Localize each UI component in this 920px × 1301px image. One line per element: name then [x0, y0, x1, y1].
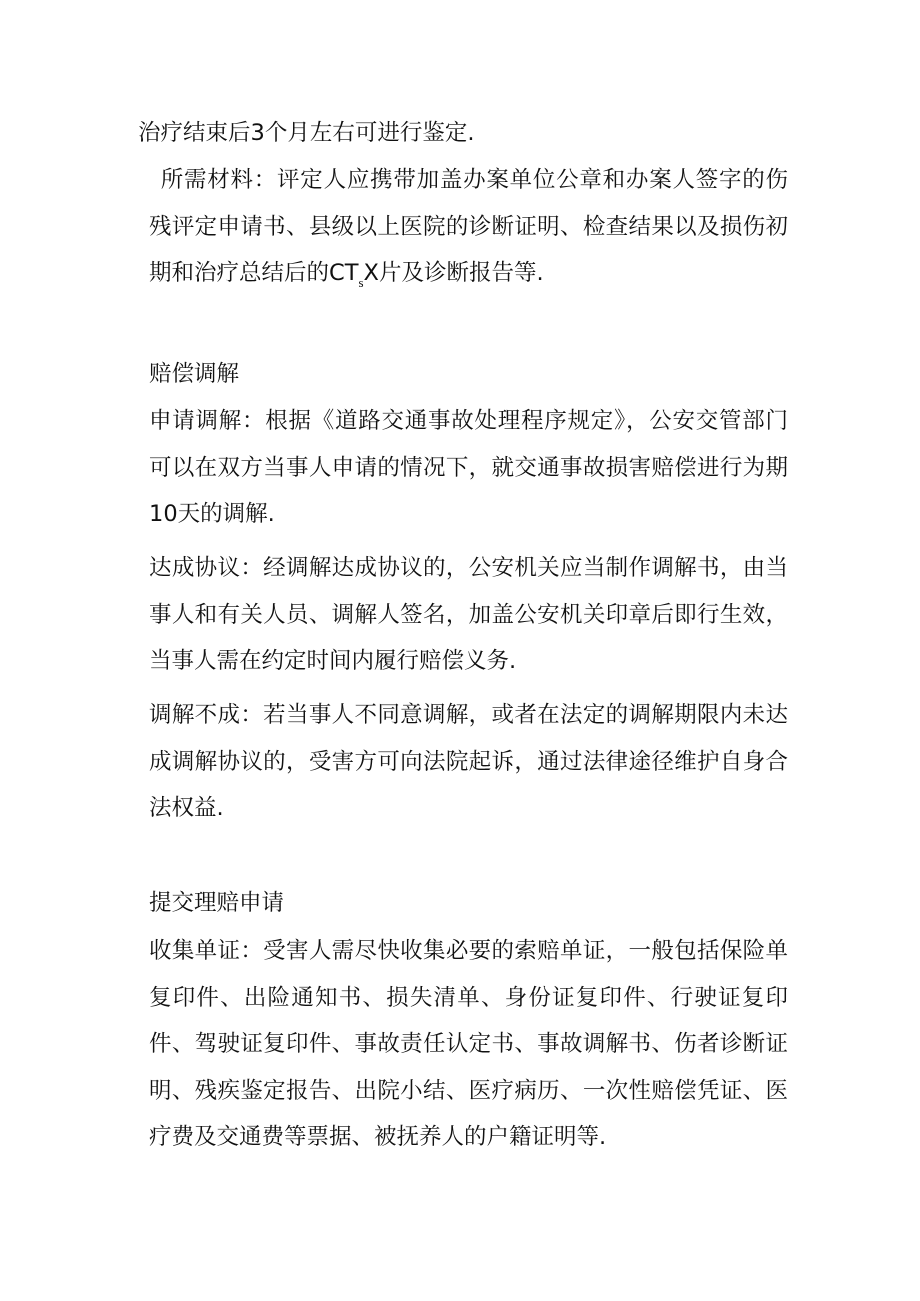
paragraph-required-materials [149, 157, 788, 300]
required-materials-subscript: s [358, 275, 364, 290]
required-materials-tail: X片及诊断报告等. [363, 260, 544, 286]
section-title-compensation-mediation: 赔偿调解 [149, 361, 240, 387]
required-materials-text: 所需材料：评定人应携带加盖办案单位公章和办案人签字的伤残评定申请书、县级以上医院的诊断证明、检查结果以及损伤初期和治疗总结后的CT [149, 167, 788, 286]
paragraph-apply-mediation: 申请调解：根据《道路交通事故处理程序规定》，公安交管部门可以在双方当事人申请的情况下，就交通事故损害赔偿进行为期10天的调解. [149, 408, 788, 527]
paragraph-collect-documents: 收集单证：受害人需尽快收集必要的索赔单证，一般包括保险单复印件、出险通知书、损失清单、身份证复印件、行驶证复印件、驾驶证复印件、事故责任认定书、事故调解书、伤者诊断证明、残疾鉴定报告、出院小结、医疗病历、一次性赔偿凭证、医疗费及交通费等票据、被抚养人的户籍证明等. [149, 938, 788, 1150]
paragraph-appraisal-timing: 治疗结束后3个月左右可进行鉴定. [138, 120, 475, 146]
section-title-submit-claim: 提交理赔申请 [149, 890, 285, 916]
paragraph-mediation-failed: 调解不成：若当事人不同意调解，或者在法定的调解期限内未达成调解协议的，受害方可向法院起诉，通过法律途径维护自身合法权益. [149, 702, 788, 821]
paragraph-reach-agreement: 达成协议：经调解达成协议的，公安机关应当制作调解书，由当事人和有关人员、调解人签名，加盖公安机关印章后即行生效，当事人需在约定时间内履行赔偿义务. [149, 555, 788, 674]
